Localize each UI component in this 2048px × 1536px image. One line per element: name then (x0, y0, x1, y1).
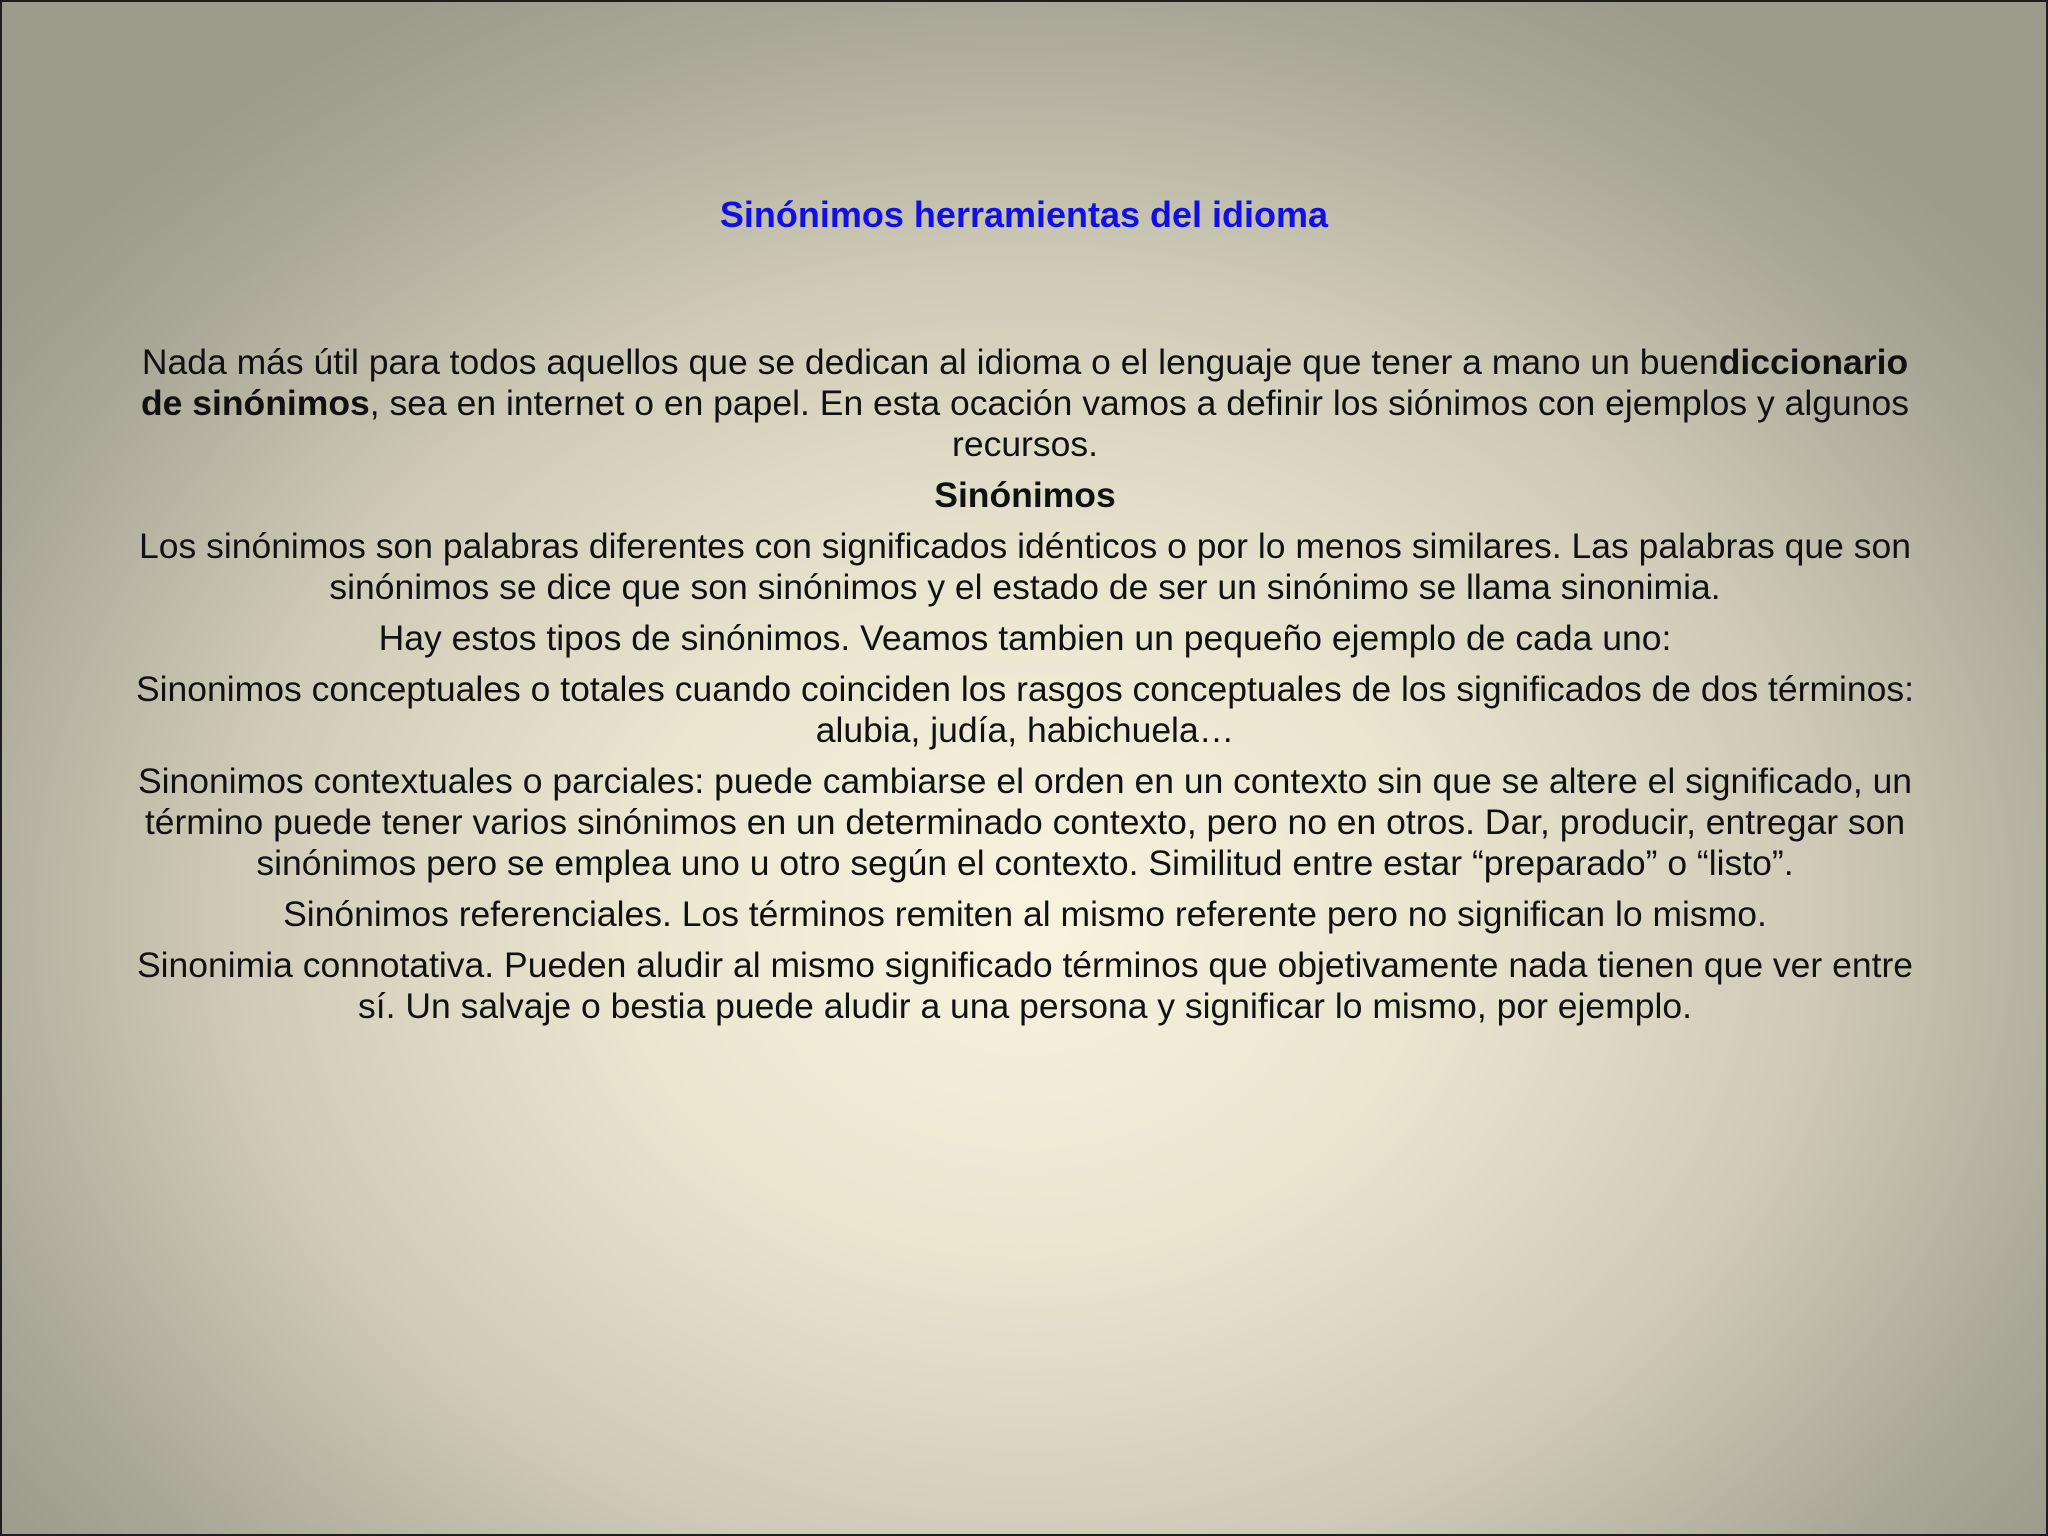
intro-bold-term: diccionario de sinónimos (140, 342, 1909, 423)
intro-text-end: , sea en internet o en papel. En esta ocación vamos a definir los siónimos con ejemplos y algunos recursos. (369, 383, 1910, 464)
definition-paragraph: Los sinónimos son palabras diferentes con significados idénticos o por lo menos similares. Las palabras que son sinónimos se dice que son sinónimos y el estado de ser un sinónimo se llama sinonimia. (138, 526, 1912, 607)
types-intro-paragraph: Hay estos tipos de sinónimos. Veamos tambien un pequeño ejemplo de cada uno: (378, 618, 1672, 658)
section-heading: Sinónimos (934, 475, 1116, 515)
intro-paragraph (132, 342, 1918, 465)
conceptual-synonyms-paragraph: Sinonimos conceptuales o totales cuando coinciden los rasgos conceptuales de los significados de dos términos: alubia, judía, habichuela… (135, 669, 1915, 750)
contextual-synonyms-paragraph: Sinonimos contextuales o parciales: puede cambiarse el orden en un contexto sin que se altere el significado, un término puede tener varios sinónimos en un determinado contexto, pero no en otros. Dar, producir, entregar son sinónimos pero se emplea uno u otro según el contexto. Similitud entre estar “preparado” o “listo”. (137, 761, 1913, 883)
slide-title: Sinónimos herramientas del idioma (719, 194, 1329, 235)
connotative-synonymy-paragraph: Sinonimia connotativa. Pueden aludir al mismo significado términos que objetivamente nada tienen que ver entre sí. Un salvaje o bestia puede aludir a una persona y significar lo mismo, por ejemplo. (136, 945, 1914, 1026)
intro-text-start: Nada más útil para todos aquellos que se dedican al idioma o el lenguaje que tener a mano un buen (141, 342, 1719, 382)
referential-synonyms-paragraph: Sinónimos referenciales. Los términos remiten al mismo referente pero no significan lo mismo. (283, 894, 1767, 934)
slide-body (132, 342, 1918, 1037)
